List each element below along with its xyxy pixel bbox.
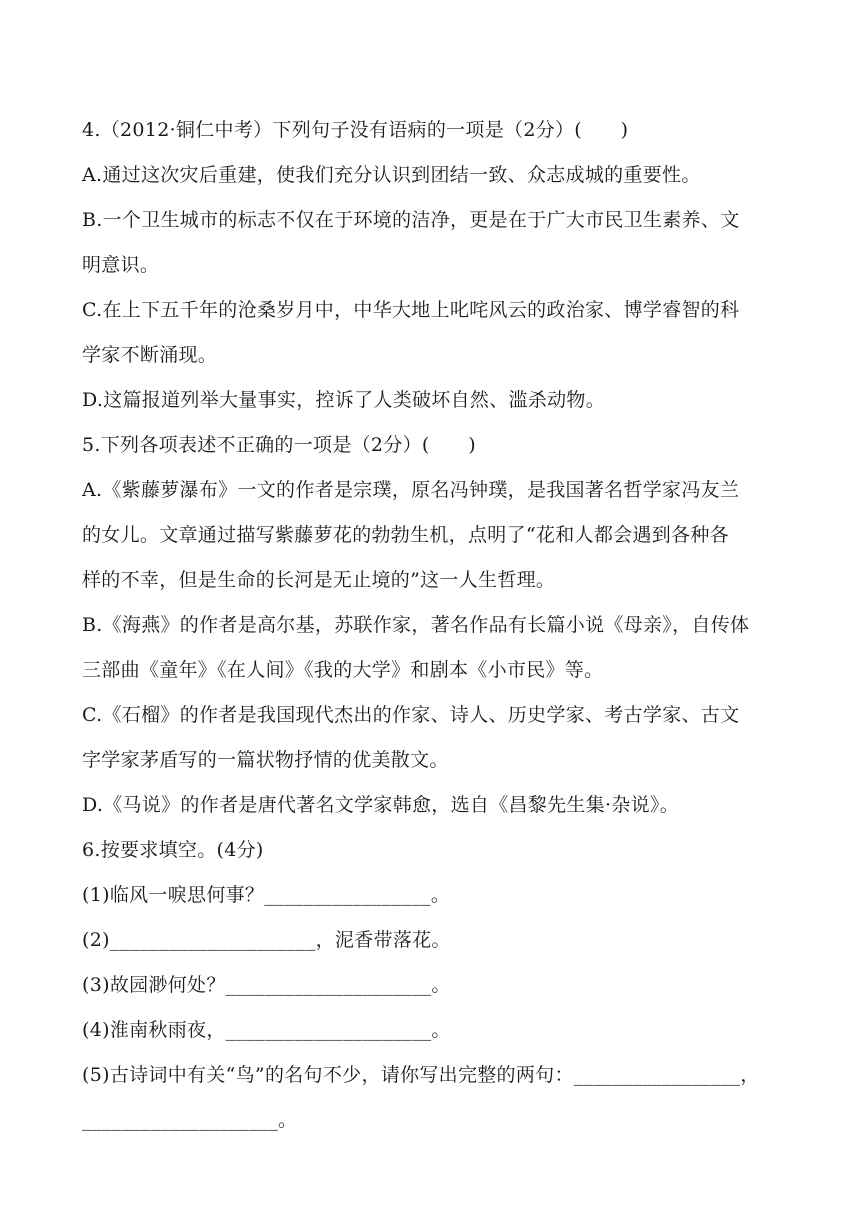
question-4-option-b-line1: B.一个卫生城市的标志不仅在于环境的洁净，更是在于广大市民卫生素养、文 — [82, 209, 740, 231]
question-5-option-b-line2: 三部曲《童年》《在人间》《我的大学》和剧本《小市民》等。 — [82, 659, 604, 681]
question-6-item-5-line1: (5)古诗词中有关“鸟”的名句不少，请你写出完整的两句：_________________， — [82, 1064, 760, 1086]
question-5-stem: 5.下列各项表述不正确的一项是（2分）( ) — [82, 434, 476, 456]
question-6-item-4: (4)淮南秋雨夜，_____________________。 — [82, 1019, 451, 1041]
question-6-stem: 6.按要求填空。(4分) — [82, 839, 264, 861]
question-5-option-c-line2: 字学家茅盾写的一篇状物抒情的优美散文。 — [82, 749, 449, 771]
question-5-option-c-line1: C.《石榴》的作者是我国现代杰出的作家、诗人、历史学家、考古学家、古文 — [82, 704, 740, 726]
question-6-item-2: (2)_____________________，泥香带落花。 — [82, 929, 451, 951]
question-4-option-c-line1: C.在上下五千年的沧桑岁月中，中华大地上叱咤风云的政治家、博学睿智的科 — [82, 299, 740, 321]
question-4-option-a: A.通过这次灾后重建，使我们充分认识到团结一致、众志成城的重要性。 — [82, 164, 701, 186]
question-4-option-d: D.这篇报道列举大量事实，控诉了人类破坏自然、滥杀动物。 — [82, 389, 605, 411]
question-4-option-b-line2: 明意识。 — [82, 254, 160, 276]
question-6-item-3: (3)故园渺何处？_____________________。 — [82, 974, 451, 996]
question-5-option-a-line1: A.《紫藤萝瀑布》一文的作者是宗璞，原名冯钟璞，是我国著名哲学家冯友兰 — [82, 479, 740, 501]
question-5-option-b-line1: B.《海燕》的作者是高尔基，苏联作家，著名作品有长篇小说《母亲》，自传体 — [82, 614, 750, 636]
exam-page — [82, 108, 782, 1143]
question-6-item-1: (1)临风一唳思何事？_________________。 — [82, 884, 451, 906]
question-5-option-a-line2: 的女儿。文章通过描写紫藤萝花的勃勃生机，点明了“花和人都会遇到各种各 — [82, 524, 729, 546]
question-5-option-a-line3: 样的不幸，但是生命的长河是无止境的”这一人生哲理。 — [82, 569, 556, 591]
question-4-stem: 4.（2012·铜仁中考）下列句子没有语病的一项是（2分）( ) — [82, 119, 629, 141]
question-4-option-c-line2: 学家不断涌现。 — [82, 344, 218, 366]
question-5-option-d: D.《马说》的作者是唐代著名文学家韩愈，选自《昌黎先生集·杂说》。 — [82, 794, 680, 816]
question-6-item-5-line2: ____________________。 — [82, 1109, 298, 1131]
